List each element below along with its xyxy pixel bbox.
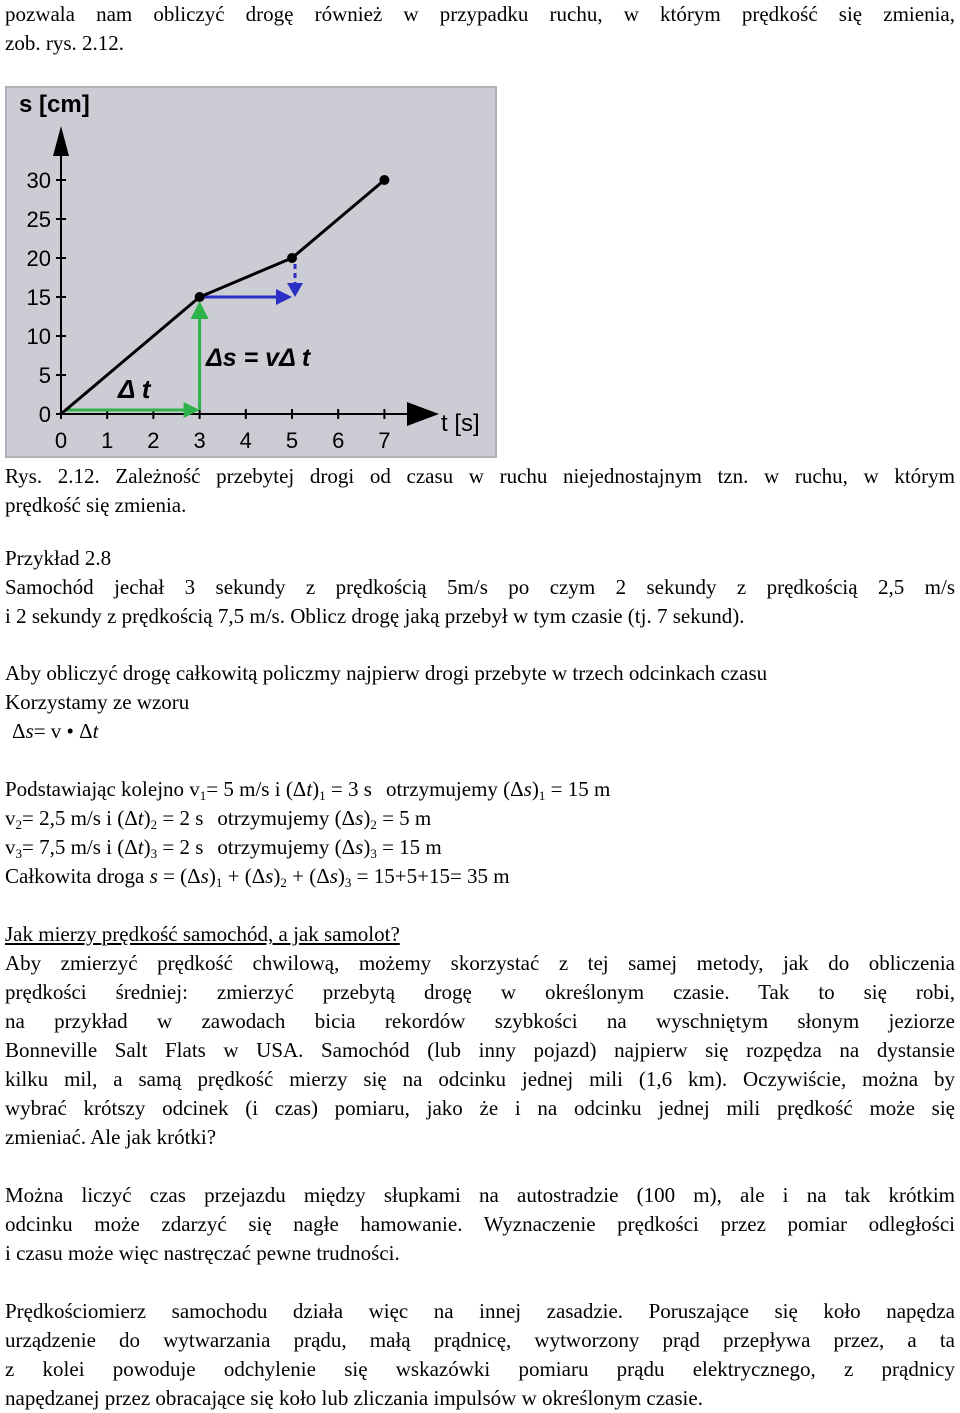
data-point <box>195 292 205 302</box>
paragraph-1-line: Bonneville Salt Flats w USA. Samochód (lub inny pojazd) najpierw się rozpędza na dystansie <box>5 1038 955 1062</box>
chart-background <box>6 87 496 457</box>
x-tick-label: 7 <box>378 428 391 453</box>
paragraph-3-line: Prędkościomierz samochodu działa więc na innej zasadzie. Poruszające się koło napędza <box>5 1299 955 1323</box>
paragraph-2-line: Można liczyć czas przejazdu między słupkami na autostradzie (100 m), ale i na tak krótkim <box>5 1183 955 1207</box>
distance-time-chart <box>5 86 497 458</box>
y-tick-label: 25 <box>26 207 51 232</box>
y-tick-label: 15 <box>26 285 51 310</box>
solution-line-1: Aby obliczyć drogę całkowitą policzmy najpierw drogi przebyte w trzech odcinkach czasu <box>5 661 768 685</box>
intro-line-2: zob. rys. 2.12. <box>5 31 124 55</box>
example-line-2: i 2 sekundy z prędkością 7,5 m/s. Oblicz drogę jaką przebył w tym czasie (tj. 7 sekund). <box>5 604 745 628</box>
paragraph-3-line: napędzanej przez obracające się koło lub zliczania impulsów w określonym czasie. <box>5 1386 703 1410</box>
calc-row-2: $v_2= 2,5$ m/s i $(\Delta t)_2 = 2$ s otrzymujemy $(\Delta s)_2 = 5$ m <box>5 806 432 832</box>
paragraph-3-line: urządzenie do wytwarzania prądu, małą prądnicę, wytworzony prąd przepływa przez, a ta <box>5 1328 955 1352</box>
y-tick-label: 5 <box>38 363 51 388</box>
y-tick-label: 20 <box>26 246 51 271</box>
paragraph-1-line: zmieniać. Ale jak krótki? <box>5 1125 217 1149</box>
caption-line-2: prędkość się zmienia. <box>5 493 187 517</box>
paragraph-1-line: na przykład w zawodach bicia rekordów szybkości na wyschniętym słonym jeziorze <box>5 1009 955 1033</box>
y-tick-label: 10 <box>26 324 51 349</box>
solution-line-2: Korzystamy ze wzoru <box>5 690 190 714</box>
x-tick-label: 4 <box>239 428 252 453</box>
y-tick-label: 30 <box>26 168 51 193</box>
y-tick-label: 0 <box>38 402 51 427</box>
paragraph-3-line: z kolei powoduje odchylenie się wskazówki pomiaru prądu elektrycznego, z prądnicy <box>5 1357 955 1381</box>
paragraph-1-line: kilku mil, a samą prędkość mierzy się na odcinku jednej mili (1,6 km). Oczywiście, można by <box>5 1067 955 1091</box>
paragraph-1-line: wybrać krótszy odcinek (i czas) pomiaru, jako że i na odcinku jednej mili prędkość może się <box>5 1096 955 1120</box>
section-heading: Jak mierzy prędkość samochód, a jak samolot? <box>5 922 400 946</box>
x-tick-label: 0 <box>54 428 68 453</box>
example-title: Przykład 2.8 <box>5 546 112 570</box>
delta-s-label: Δs = vΔ t <box>206 344 311 372</box>
x-tick-label: 6 <box>332 428 345 453</box>
calc-row-1: Podstawiając kolejno $v_1= 5$ m/s i $(\Delta t)_1 = 3$ s otrzymujemy $(\Delta s)_1 = 15$ m <box>5 777 611 803</box>
x-tick-label: 3 <box>193 428 206 453</box>
x-tick-label: 2 <box>147 428 160 453</box>
caption-line-1: Rys. 2.12. Zależność przebytej drogi od czasu w ruchu niejednostajnym tzn. w ruchu, w którym <box>5 464 955 488</box>
data-point <box>379 175 389 185</box>
total-distance: Całkowita droga $s = (\Delta s)_1 + (\Delta s)_2 + (\Delta s)_3 = 15+5+15= 35$ m <box>5 864 510 890</box>
paragraph-1-line: Aby zmierzyć prędkość chwilową, możemy skorzystać z tej samej metody, jak do obliczenia <box>5 951 955 975</box>
x-axis-label: t [s] <box>441 410 480 437</box>
formula: Δs= v • Δt <box>12 719 99 743</box>
x-tick-label: 1 <box>101 428 114 453</box>
intro-line-1: pozwala nam obliczyć drogę również w przypadku ruchu, w którym prędkość się zmienia, <box>5 2 955 26</box>
calc-row-3: $v_3= 7,5$ m/s i $(\Delta t)_3 = 2$ s otrzymujemy $(\Delta s)_3 = 15$ m <box>5 835 442 861</box>
y-axis-label: s [cm] <box>19 91 90 118</box>
paragraph-2-line: odcinku może zdarzyć się nagłe hamowanie. Wyznaczenie prędkości przez pomiar odległości <box>5 1212 955 1236</box>
example-line-1: Samochód jechał 3 sekundy z prędkością 5m/s po czym 2 sekundy z prędkością 2,5 m/s <box>5 575 955 599</box>
paragraph-1-line: prędkości średniej: zmierzyć przebytą drogę w określonym czasie. Tak to się robi, <box>5 980 955 1004</box>
delta-t-label: Δ t <box>118 374 151 404</box>
data-point <box>287 253 297 263</box>
x-tick-label: 5 <box>285 428 299 453</box>
paragraph-2-line: i czasu może więc nastręczać pewne trudności. <box>5 1241 400 1265</box>
